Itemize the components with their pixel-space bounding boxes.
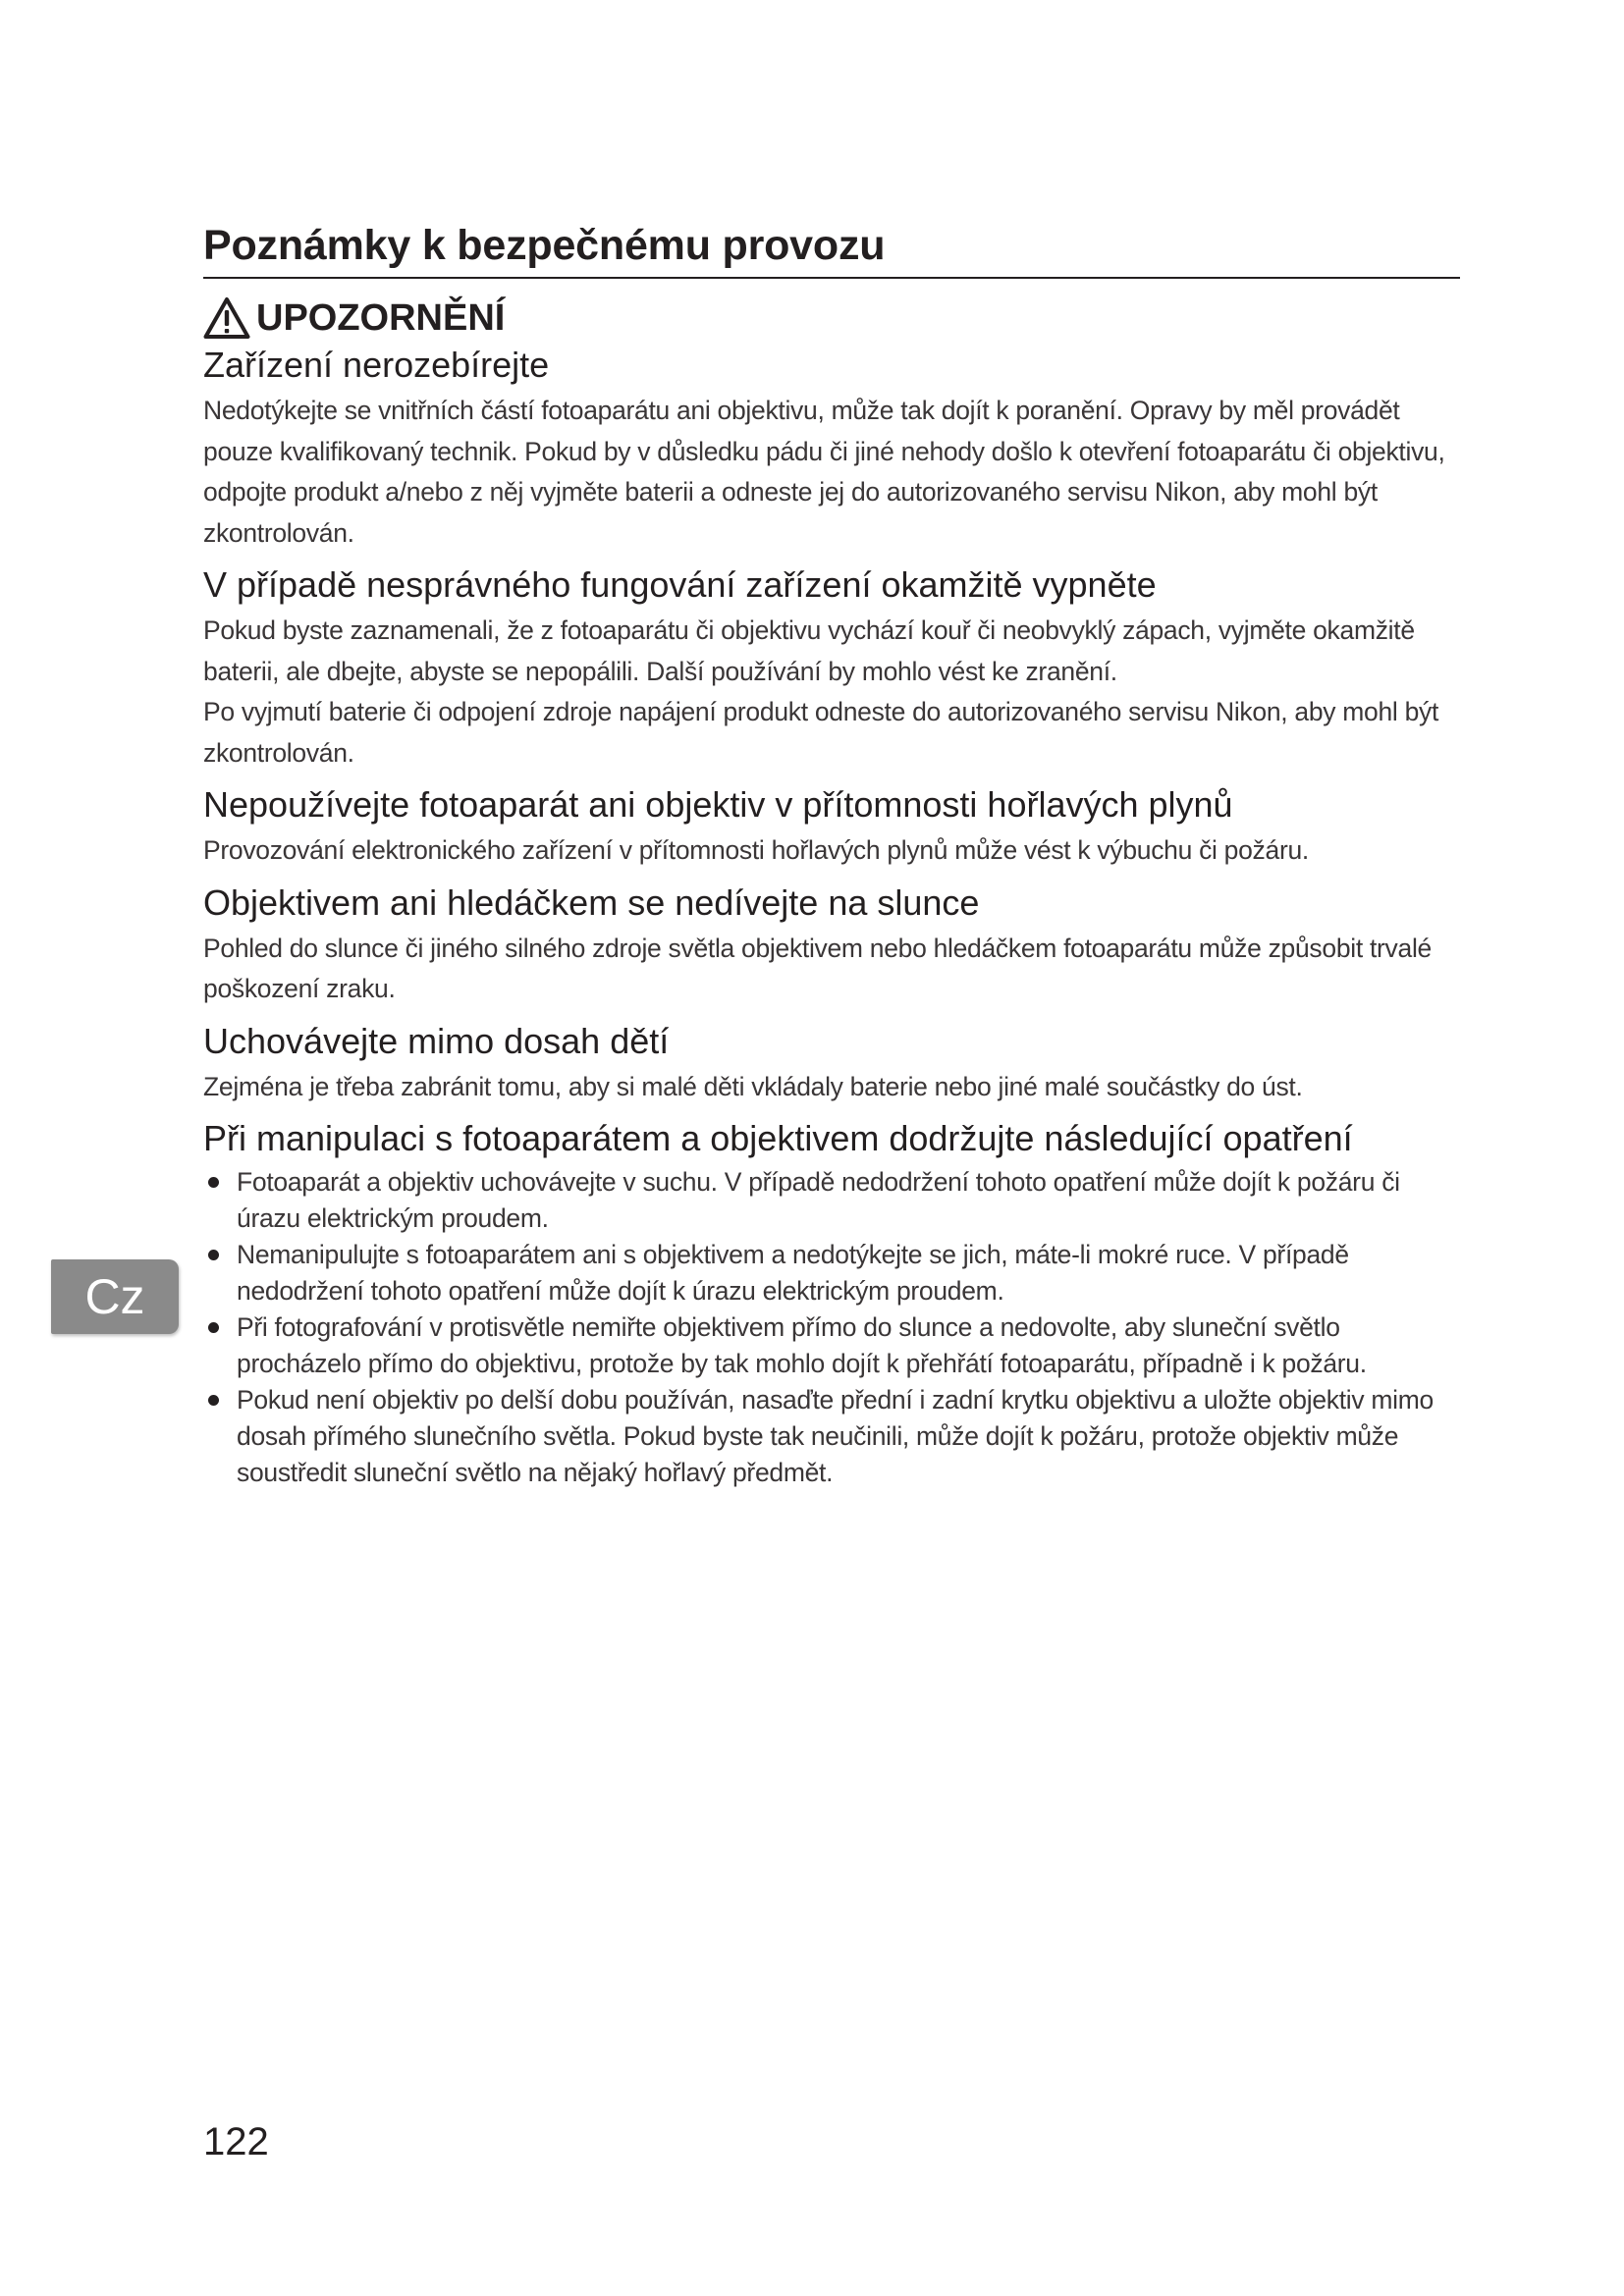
page-title: Poznámky k bezpečnému provozu	[203, 218, 1460, 279]
section-text: Pohled do slunce či jiného silného zdroje světla objektivem nebo hledáčkem fotoaparátu může způsobit trvalé poškození zraku.	[203, 933, 1432, 1003]
section-title: Objektivem ani hledáčkem se nedívejte na slunce	[203, 881, 980, 923]
bullet-list	[203, 1164, 1460, 1491]
section-title: Nepoužívejte fotoaparát ani objektiv v přítomnosti hořlavých plynů	[203, 784, 1233, 825]
section-title: Při manipulaci s fotoaparátem a objektivem dodržujte následující opatření	[203, 1118, 1353, 1158]
section-sun	[203, 883, 1460, 1010]
list-item: Fotoaparát a objektiv uchovávejte v suchu. V případě nedodržení tohoto opatření může dojít k požáru či úrazu elektrickým proudem.	[203, 1164, 1460, 1237]
page-number: 122	[203, 2120, 269, 2163]
section-flammable-gas	[203, 785, 1460, 872]
section-text: Nedotýkejte se vnitřních částí fotoaparátu ani objektivu, může tak dojít k poranění. Opravy by měl provádět pouze kvalifikovaný technik. Pokud by v důsledku pádu či jiné nehody došlo k otevření fotoaparátu či objektivu, odpojte produkt a/nebo z něj vyjměte baterii a odneste jej do autorizovaného servisu Nikon, aby mohl být zkontrolován.	[203, 396, 1445, 548]
section-title: Uchovávejte mimo dosah dětí	[203, 1020, 670, 1061]
list-item: Pokud není objektiv po delší dobu používán, nasaďte přední i zadní krytku objektivu a uložte objektiv mimo dosah přímého slunečního světla. Pokud byste tak neučinili, může dojít k požáru, protože objektiv může soustředit sluneční světlo na nějaký hořlavý předmět.	[203, 1382, 1460, 1491]
warning-triangle-icon	[203, 296, 250, 340]
caution-header	[203, 291, 1460, 346]
language-tab: Cz	[51, 1259, 179, 1334]
section-title: Zařízení nerozebírejte	[203, 345, 550, 385]
list-item: Při fotografování v protisvětle nemiřte objektivem přímo do slunce a nedovolte, aby sluneční světlo procházelo přímo do objektivu, protože by tak mohlo dojít k přehřátí fotoaparátu, případně i k požáru.	[203, 1309, 1460, 1382]
section-text: Pokud byste zaznamenali, že z fotoaparátu či objektivu vychází kouř či neobvyklý zápach, vyjměte okamžitě baterii, ale dbejte, abyste se nepopálili. Další používání by mohlo vést ke zranění.	[203, 615, 1415, 686]
section-title: V případě nesprávného fungování zařízení okamžitě vypněte	[203, 564, 1157, 605]
section-text: Po vyjmutí baterie či odpojení zdroje napájení produkt odneste do autorizovaného servisu Nikon, aby mohl být zkontrolován.	[203, 697, 1439, 768]
caution-label: UPOZORNĚNÍ	[256, 297, 506, 339]
section-disassembly	[203, 346, 1460, 554]
document-body	[203, 291, 1460, 1491]
list-item: Nemanipulujte s fotoaparátem ani s objektivem a nedotýkejte se jich, máte-li mokré ruce. V případě nedodržení tohoto opatření může dojít k úrazu elektrickým proudem.	[203, 1237, 1460, 1309]
section-handling	[203, 1119, 1460, 1491]
section-children	[203, 1022, 1460, 1108]
section-text: Zejména je třeba zabránit tomu, aby si malé děti vkládaly baterie nebo jiné malé součástky do úst.	[203, 1071, 1303, 1101]
section-malfunction	[203, 565, 1460, 774]
section-text: Provozování elektronického zařízení v přítomnosti hořlavých plynů může vést k výbuchu či požáru.	[203, 835, 1309, 865]
